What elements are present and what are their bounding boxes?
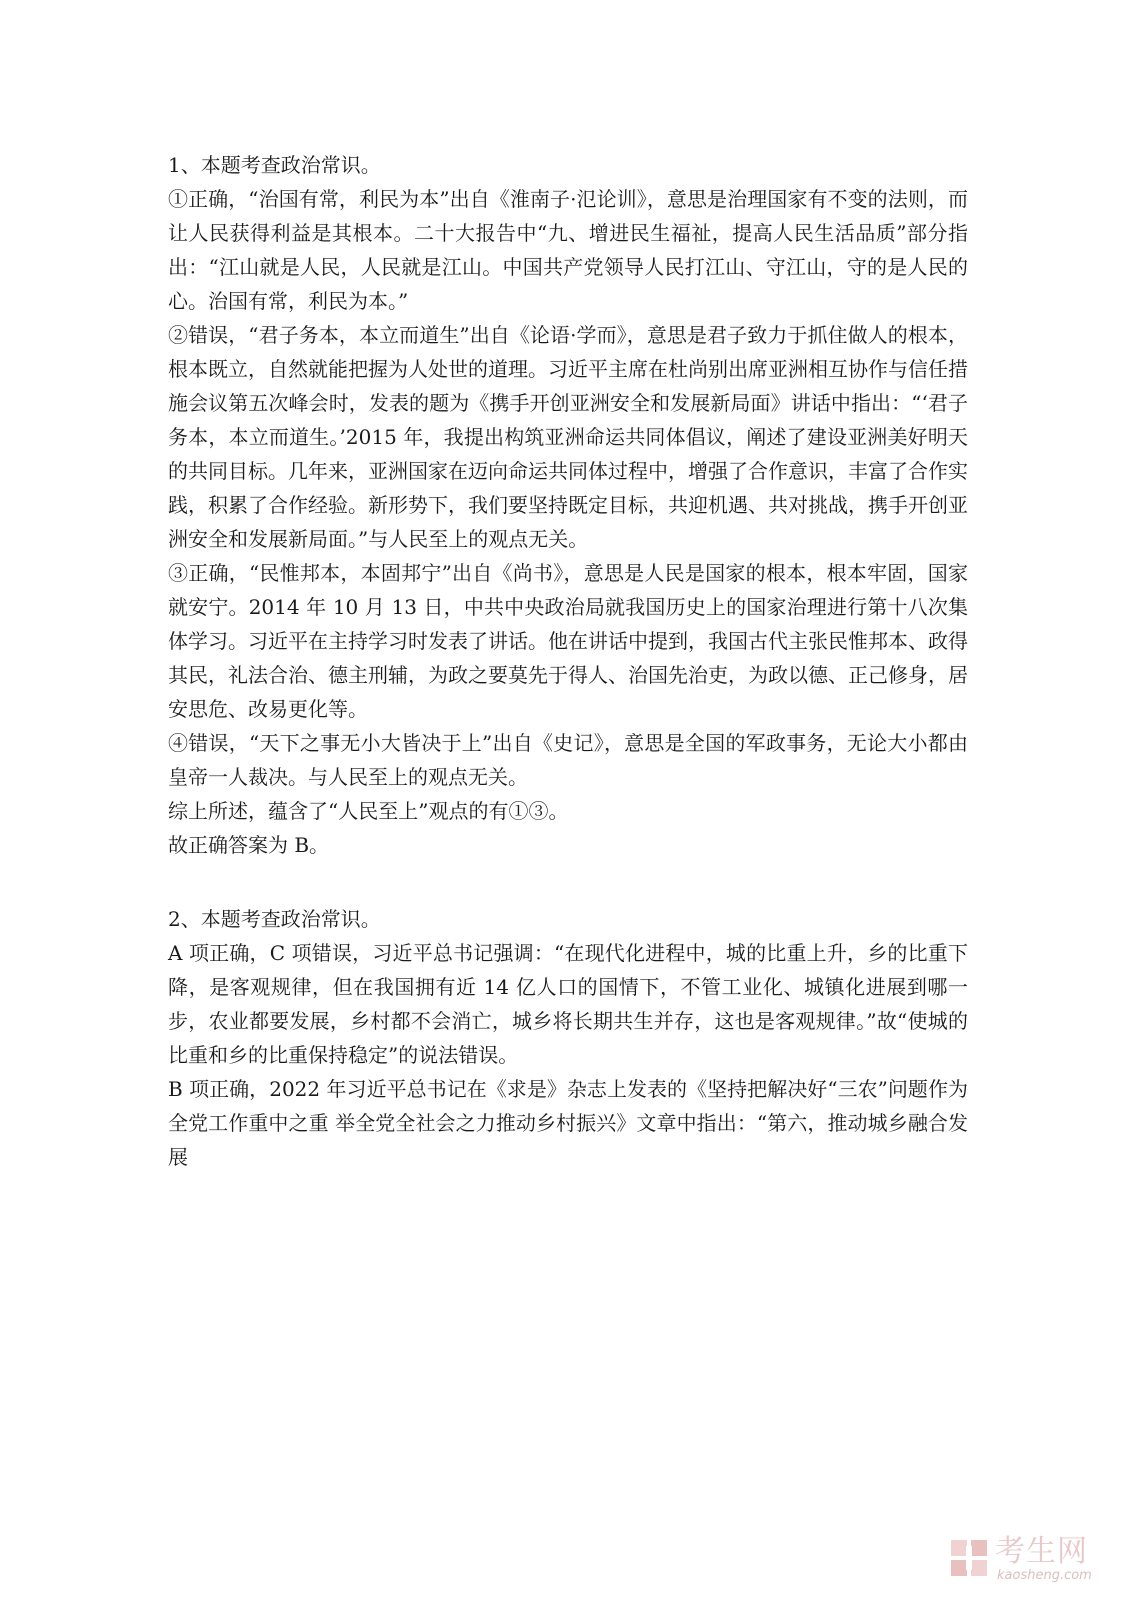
paragraph: ④错误，“天下之事无小大皆决于上”出自《史记》，意思是全国的军政事务，无论大小都由皇帝一人裁决。与人民至上的观点无关。 xyxy=(168,731,968,789)
paragraph: ③正确，“民惟邦本，本固邦宁”出自《尚书》，意思是人民是国家的根本，根本牢固，国家就安宁。2014 年 10 月 13 日，中共中央政治局就我国历史上的国家治理进行第十八次集体学习。习近平在主持学习时发表了讲话。他在讲话中提到，我国古代主张民惟邦本、政得其民，礼法合治、德主刑辅，为政之要莫先于得人、治国先治吏，为政以德、正己修身，居安思危、改易更化等。 xyxy=(168,561,968,721)
paragraph: ②错误，“君子务本，本立而道生”出自《论语·学而》，意思是君子致力于抓住做人的根本，根本既立，自然就能把握为人处世的道理。习近平主席在杜尚别出席亚洲相互协作与信任措施会议第五次峰会时，发表的题为《携手开创亚洲安全和发展新局面》讲话中指出：“‘君子务本，本立而道生。’2015 年，我提出构筑亚洲命运共同体倡议，阐述了建设亚洲美好明天的共同目标。几年来，亚洲国家在迈向命运共同体过程中，增强了合作意识，丰富了合作实践，积累了合作经验。新形势下，我们要坚持既定目标，共迎机遇、共对挑战，携手开创亚洲安全和发展新局面。”与人民至上的观点无关。 xyxy=(168,323,968,551)
paragraph: B 项正确，2022 年习近平总书记在《求是》杂志上发表的《坚持把解决好“三农”问题作为全党工作重中之重 举全党全社会之力推动乡村振兴》文章中指出：“第六，推动城乡融合发展 xyxy=(168,1077,968,1169)
paragraph: ①正确，“治国有常，利民为本”出自《淮南子·氾论训》，意思是治理国家有不变的法则，而让人民获得利益是其根本。二十大报告中“九、增进民生福祉，提高人民生活品质”部分指出：“江山就是人民，人民就是江山。中国共产党领导人民打江山、守江山，守的是人民的心。治国有常，利民为本。” xyxy=(168,187,968,313)
answer-conclusion: 故正确答案为 B。 xyxy=(168,833,330,857)
paragraph: A 项正确，C 项错误，习近平总书记强调：“在现代化进程中，城的比重上升，乡的比重下降，是客观规律，但在我国拥有近 14 亿人口的国情下，不管工业化、城镇化进展到哪一步，农业都要发展，乡村都不会消亡，城乡将长期共生并存，这也是客观规律。”故“使城的比重和乡的比重保持稳定”的说法错误。 xyxy=(168,941,968,1067)
paragraph: 综上所述，蕴含了“人民至上”观点的有①③。 xyxy=(168,799,569,823)
section-spacer xyxy=(168,862,968,902)
section-heading: 2、本题考查政治常识。 xyxy=(168,907,381,931)
watermark-url: kaosheng.com xyxy=(997,1568,1092,1583)
document-body xyxy=(168,148,968,1174)
watermark xyxy=(949,1536,1109,1586)
kaosheng-logo-icon xyxy=(949,1538,989,1578)
watermark-brand: 考生网 xyxy=(995,1534,1088,1569)
answer-section-1 xyxy=(168,148,968,862)
section-heading: 1、本题考查政治常识。 xyxy=(168,153,381,177)
answer-section-2 xyxy=(168,902,968,1174)
